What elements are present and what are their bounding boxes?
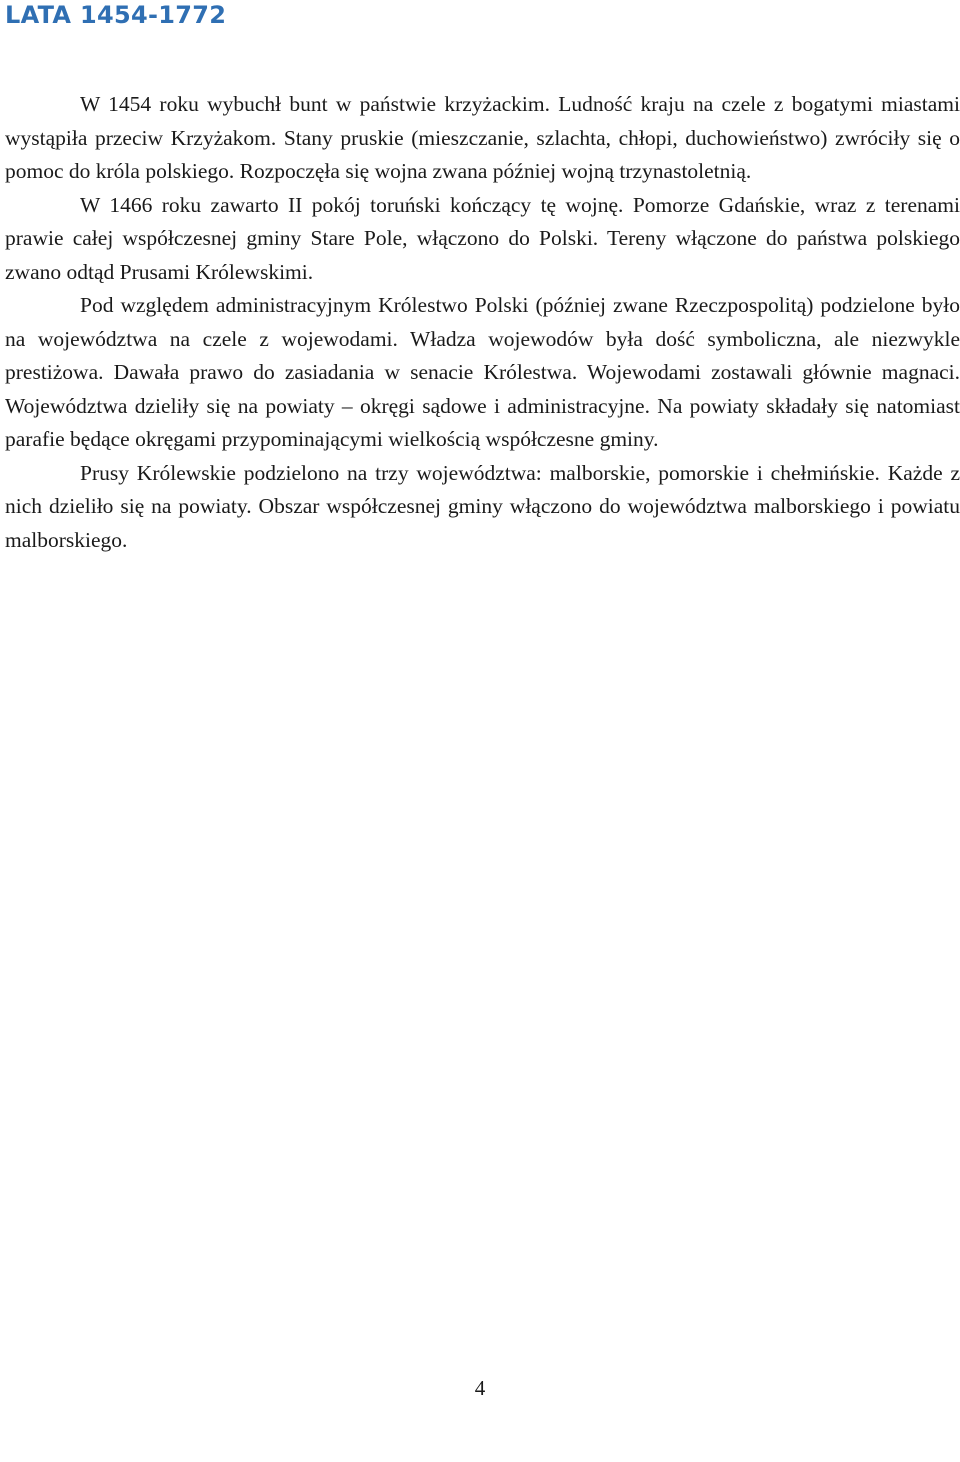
- paragraph-3: Pod względem administracyjnym Królestwo Polski (później zwane Rzeczpospolitą) podzielone było na województwa na czele z wojewodami. Władza wojewodów była dość symboliczna, ale niezwykle prestiżowa. Dawała prawo do zasiadania w senacie Królestwa. Wojewodami zostawali głównie magnaci. Województwa dzieliły się na powiaty – okręgi sądowe i administracyjne. Na powiaty składały się natomiast parafie będące okręgami przypominającymi wielkością współczesne gminy.: [5, 293, 960, 451]
- paragraph-1: W 1454 roku wybuchł bunt w państwie krzyżackim. Ludność kraju na czele z bogatymi miastami wystąpiła przeciw Krzyżakom. Stany pruskie (mieszczanie, szlachta, chłopi, duchowieństwo) zwróciły się o pomoc do króla polskiego. Rozpoczęła się wojna zwana później wojną trzynastoletnią.: [5, 92, 960, 183]
- page-number: 4: [474, 1376, 486, 1400]
- paragraph-2: W 1466 roku zawarto II pokój toruński kończący tę wojnę. Pomorze Gdańskie, wraz z terenami prawie całej współczesnej gminy Stare Pole, włączono do Polski. Tereny włączone do państwa polskiego zwano odtąd Prusami Królewskimi.: [5, 192, 960, 284]
- section-heading: LATA 1454-1772: [5, 1, 227, 29]
- body-text: [5, 88, 960, 557]
- paragraph-4: Prusy Królewskie podzielono na trzy województwa: malborskie, pomorskie i chełmińskie. Każde z nich dzieliło się na powiaty. Obszar współczesnej gminy włączono do województwa malborskiego i powiatu malborskiego.: [5, 460, 960, 552]
